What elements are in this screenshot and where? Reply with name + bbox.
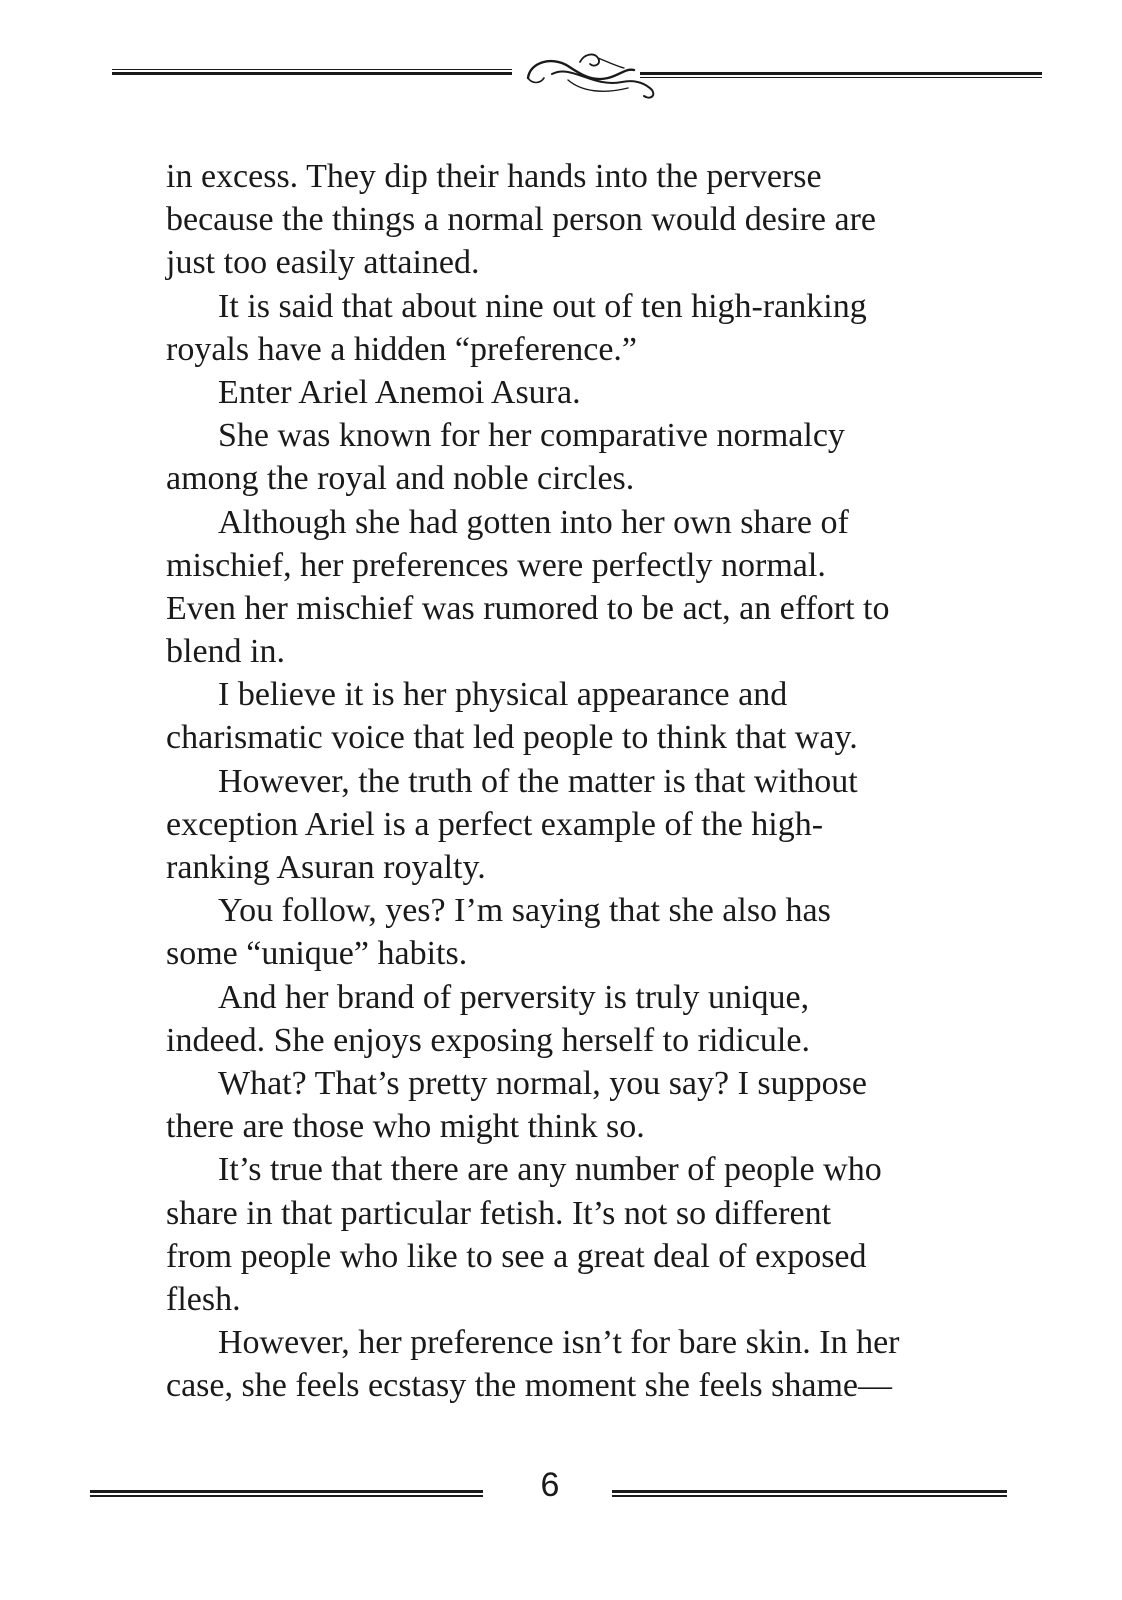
footer-rule-left	[90, 1490, 483, 1493]
text-line: ranking Asuran royalty.	[166, 849, 486, 886]
text-line: just too easily attained.	[166, 244, 480, 282]
text-line: case, she feels ecstasy the moment she feels shame—	[166, 1367, 893, 1405]
text-line: from people who like to see a great deal of exposed	[166, 1237, 867, 1275]
text-line: in excess. They dip their hands into the perverse	[166, 158, 822, 195]
text-line: It is said that about nine out of ten high-ranking	[218, 287, 867, 325]
text-line: However, the truth of the matter is that without	[218, 762, 858, 800]
text-line: there are those who might think so.	[166, 1108, 645, 1146]
text-line: It’s true that there are any number of people who	[218, 1151, 882, 1189]
text-line: Although she had gotten into her own share of	[218, 503, 849, 541]
text-line: Even her mischief was rumored to be act, an effort to	[166, 589, 890, 627]
text-line: exception Ariel is a perfect example of the high-	[166, 805, 824, 843]
body-text	[166, 155, 966, 1407]
text-line: some “unique” habits.	[166, 935, 468, 973]
text-line: However, her preference isn’t for bare skin. In her	[218, 1324, 900, 1362]
text-line: Enter Ariel Anemoi Asura.	[218, 373, 581, 411]
text-line: indeed. She enjoys exposing herself to ridicule.	[166, 1021, 810, 1059]
page-number: 6	[540, 1466, 560, 1504]
text-line: flesh.	[166, 1280, 241, 1318]
flourish-divider-icon	[112, 48, 1042, 108]
text-line: charismatic voice that led people to think that way.	[166, 719, 858, 757]
text-line: What? That’s pretty normal, you say? I suppose	[218, 1064, 867, 1102]
text-line: share in that particular fetish. It’s not so different	[166, 1194, 832, 1232]
text-line: royals have a hidden “preference.”	[166, 330, 638, 368]
header-ornament	[112, 48, 1042, 108]
text-line: because the things a normal person would desire are	[166, 201, 876, 239]
text-line: among the royal and noble circles.	[166, 460, 635, 498]
text-line: And her brand of perversity is truly unique,	[218, 978, 810, 1016]
text-line: I believe it is her physical appearance and	[218, 676, 788, 714]
text-line: blend in.	[166, 633, 285, 671]
page-footer	[0, 1462, 1122, 1522]
text-line: She was known for her comparative normalcy	[218, 417, 845, 455]
footer-rule-right	[612, 1490, 1007, 1493]
text-line: You follow, yes? I’m saying that she also has	[218, 892, 831, 930]
text-line: mischief, her preferences were perfectly normal.	[166, 546, 826, 584]
